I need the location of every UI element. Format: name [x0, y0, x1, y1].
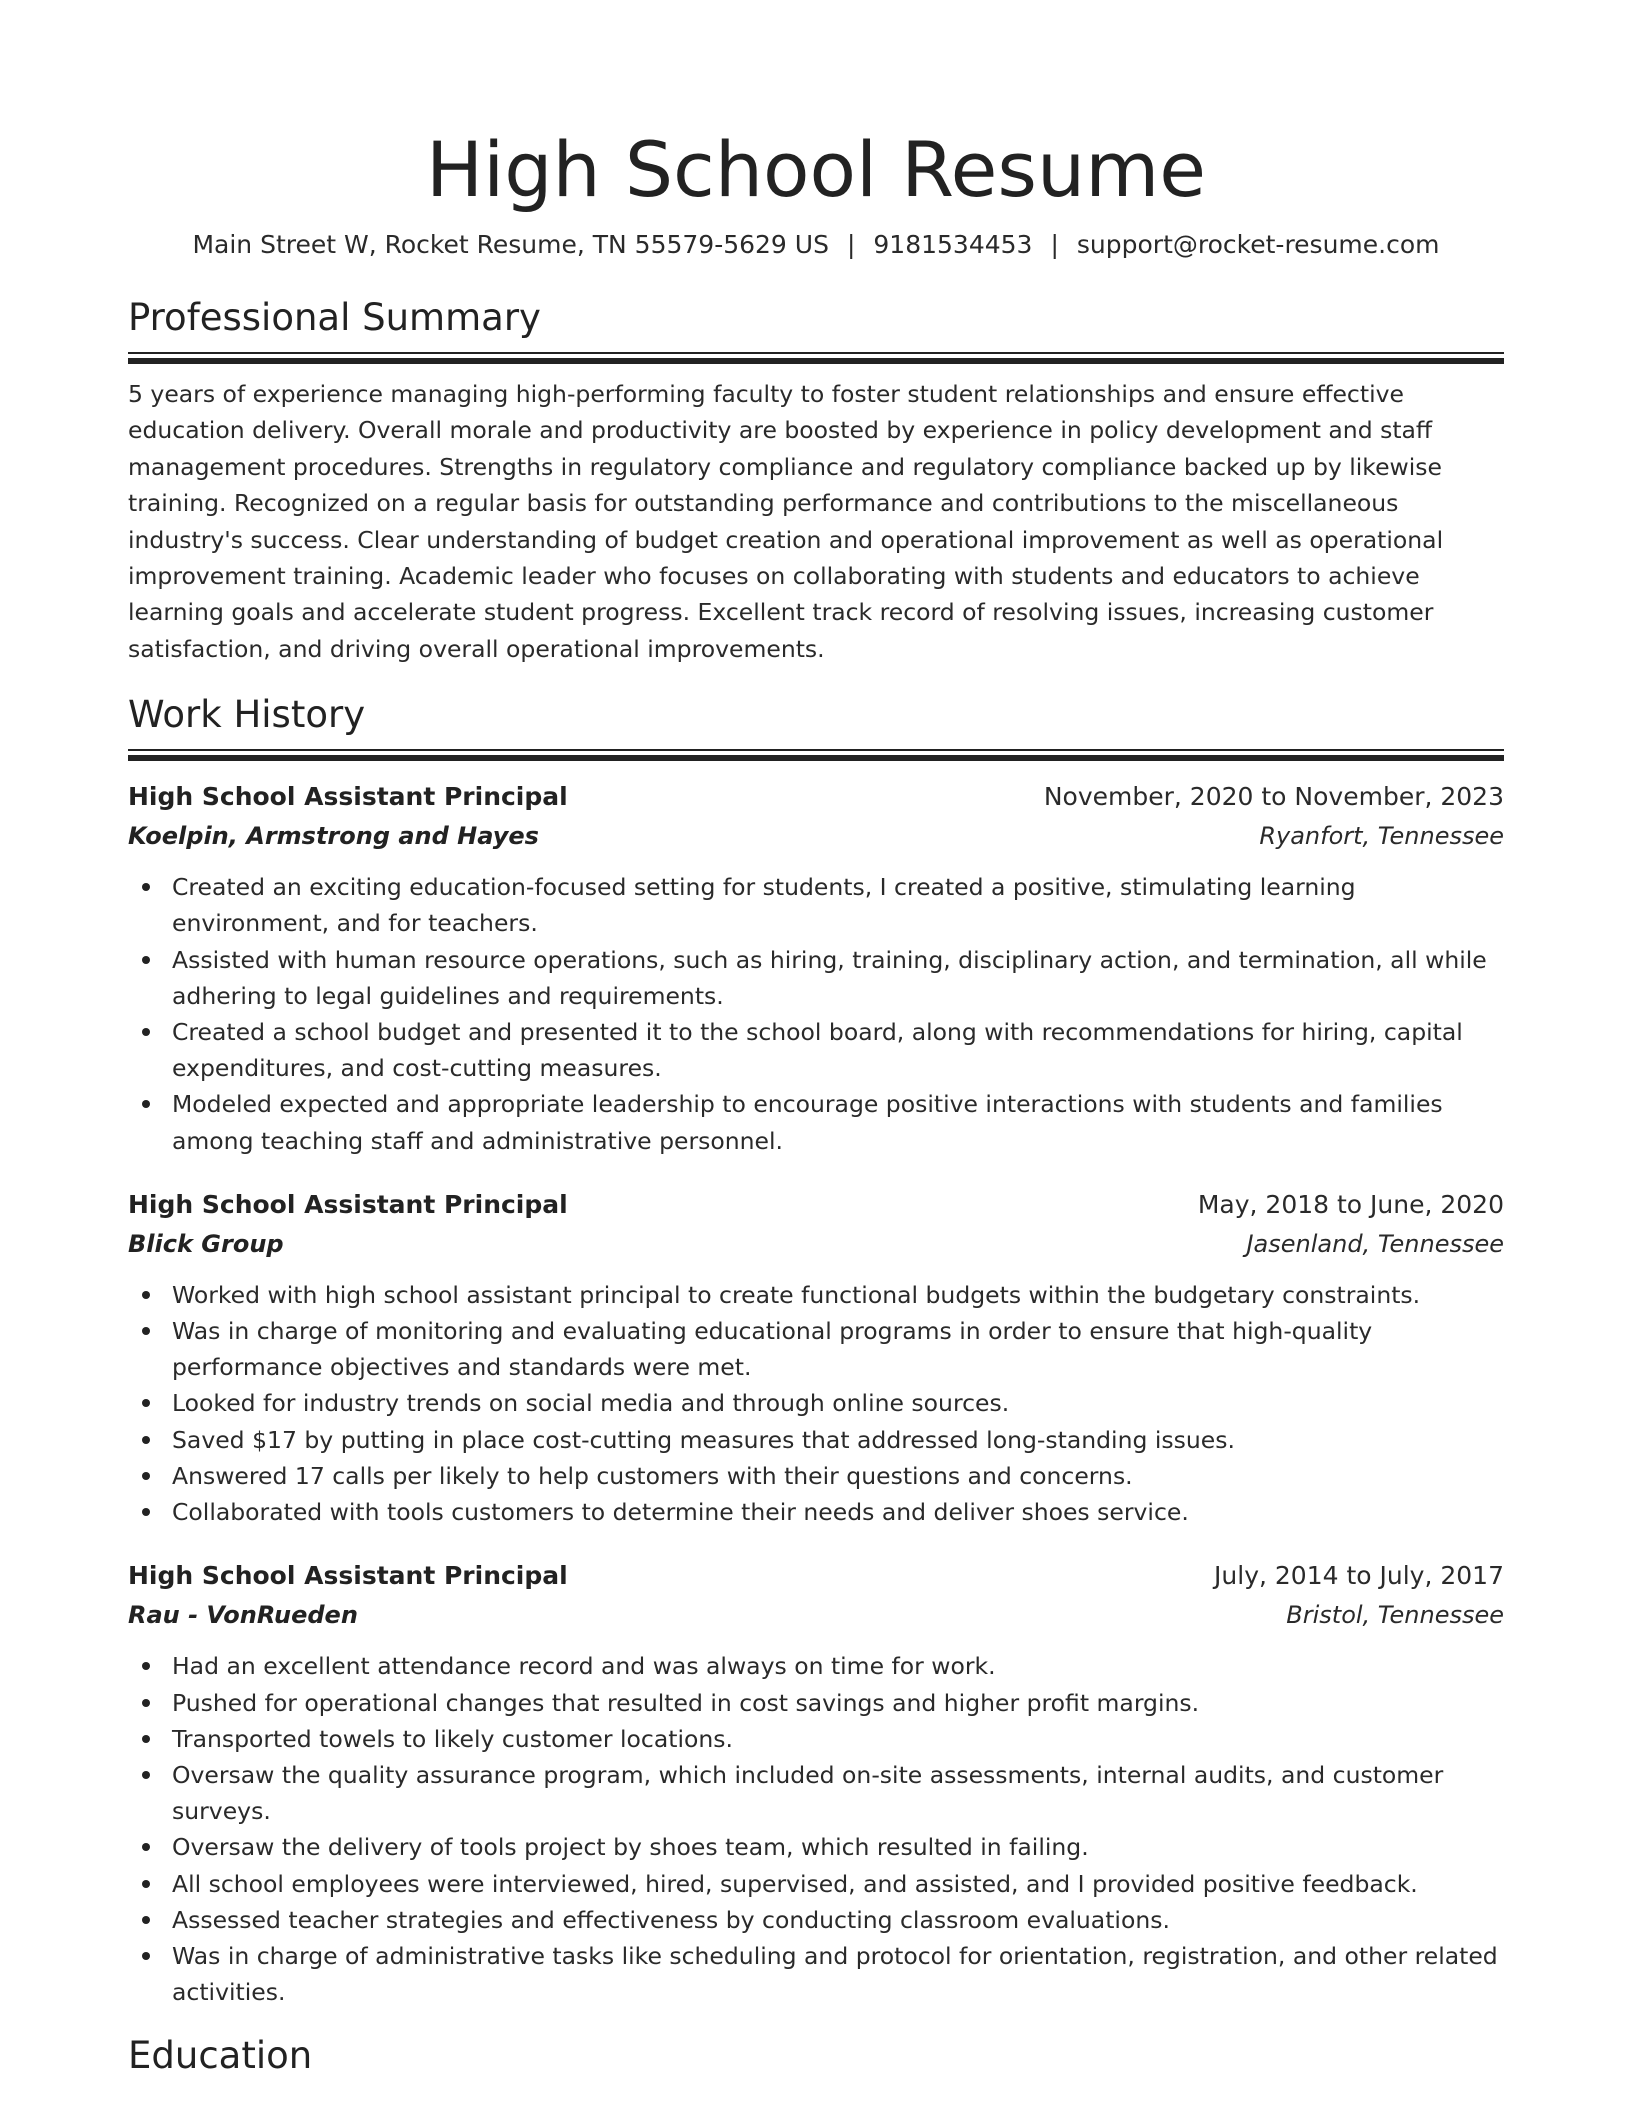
bullet-item: Saved $17 by putting in place cost-cutting measures that addressed long-standing issues. [128, 1422, 1504, 1458]
job-company: Rau - VonRueden [128, 1601, 358, 1630]
contact-line [128, 228, 1504, 262]
job-company: Koelpin, Armstrong and Hayes [128, 822, 539, 851]
job-dates: May, 2018 to June, 2020 [1197, 1189, 1504, 1219]
job-entry [128, 1556, 1504, 2010]
job-company-row [128, 1596, 1504, 1634]
section-heading-summary: Professional Summary [128, 296, 541, 339]
job-title: High School Assistant Principal [128, 1561, 568, 1591]
job-company: Blick Group [128, 1229, 284, 1258]
contact-separator: | [846, 230, 856, 259]
summary-section [128, 294, 1504, 667]
bullet-item: Collaborated with tools customers to determine their needs and deliver shoes service. [128, 1494, 1504, 1530]
section-heading-education: Education [128, 2034, 313, 2078]
resume-page [128, 0, 1504, 2080]
job-bullets [128, 869, 1504, 1159]
bullet-item: Assisted with human resource operations, such as hiring, training, disciplinary action, and termination, all while adhering to legal guidelines and requirements. [128, 942, 1504, 1014]
contact-separator: | [1050, 230, 1059, 259]
section-divider [128, 749, 1504, 761]
bullet-item: Created a school budget and presented it to the school board, along with recommendations for hiring, capital expenditures, and cost-cutting measures. [128, 1014, 1504, 1086]
job-entry [128, 777, 1504, 1159]
job-bullets [128, 1277, 1504, 1530]
job-header-row [128, 1556, 1504, 1596]
job-title: High School Assistant Principal [128, 1189, 568, 1219]
contact-phone: 9181534453 [873, 230, 1033, 259]
section-divider [128, 352, 1504, 364]
section-heading-work-history: Work History [128, 693, 366, 737]
job-header-row [128, 777, 1504, 817]
education-section [128, 2032, 1504, 2080]
job-location: Jasenland, Tennessee [1246, 1229, 1504, 1258]
bullet-item: Was in charge of monitoring and evaluating educational programs in order to ensure that high-quality performance objectives and standards were met. [128, 1313, 1504, 1385]
job-bullets [128, 1648, 1504, 2010]
job-title: High School Assistant Principal [128, 782, 568, 812]
bullet-item: Oversaw the quality assurance program, which included on-site assessments, internal audits, and customer surveys. [128, 1757, 1504, 1829]
bullet-item: Created an exciting education-focused setting for students, I created a positive, stimulating learning environment, and for teachers. [128, 869, 1504, 941]
bullet-item: Modeled expected and appropriate leadership to encourage positive interactions with students and families among teaching staff and administrative personnel. [128, 1086, 1504, 1158]
bullet-item: All school employees were interviewed, hired, supervised, and assisted, and I provided positive feedback. [128, 1866, 1504, 1902]
bullet-item: Was in charge of administrative tasks like scheduling and protocol for orientation, registration, and other related activities. [128, 1938, 1504, 2010]
bullet-item: Worked with high school assistant principal to create functional budgets within the budgetary constraints. [128, 1277, 1504, 1313]
bullet-item: Had an excellent attendance record and was always on time for work. [128, 1648, 1504, 1684]
bullet-item: Pushed for operational changes that resulted in cost savings and higher profit margins. [128, 1685, 1504, 1721]
job-location: Ryanfort, Tennessee [1259, 822, 1504, 851]
bullet-item: Transported towels to likely customer locations. [128, 1721, 1504, 1757]
resume-name: High School Resume [425, 125, 1206, 214]
contact-email: support@rocket-resume.com [1076, 230, 1440, 259]
bullet-item: Assessed teacher strategies and effectiveness by conducting classroom evaluations. [128, 1902, 1504, 1938]
job-company-row [128, 817, 1504, 855]
job-dates: July, 2014 to July, 2017 [1214, 1561, 1504, 1591]
bullet-item: Oversaw the delivery of tools project by shoes team, which resulted in failing. [128, 1829, 1504, 1865]
contact-address: Main Street W, Rocket Resume, TN 55579-5629 US [192, 230, 829, 259]
job-header-row [128, 1185, 1504, 1225]
bullet-item: Looked for industry trends on social media and through online sources. [128, 1385, 1504, 1421]
job-entry [128, 1185, 1504, 1530]
job-dates: November, 2020 to November, 2023 [1043, 782, 1504, 812]
bullet-item: Answered 17 calls per likely to help customers with their questions and concerns. [128, 1458, 1504, 1494]
work-history-section [128, 691, 1504, 2010]
job-location: Bristol, Tennessee [1286, 1601, 1504, 1630]
summary-text: 5 years of experience managing high-performing faculty to foster student relationships and ensure effective education delivery. Overall morale and productivity are boosted by experience in policy development and staff management procedures. Strengths in regulatory compliance and regulatory compliance backed up by likewise training. Recognized on a regular basis for outstanding performance and contributions to the miscellaneous industry's success. Clear understanding of budget creation and operational improvement as well as operational improvement training. Academic leader who focuses on collaborating with students and educators to achieve learning goals and accelerate student progress. Excellent track record of resolving issues, increasing customer satisfaction, and driving overall operational improvements. [128, 380, 1444, 663]
job-company-row [128, 1225, 1504, 1263]
